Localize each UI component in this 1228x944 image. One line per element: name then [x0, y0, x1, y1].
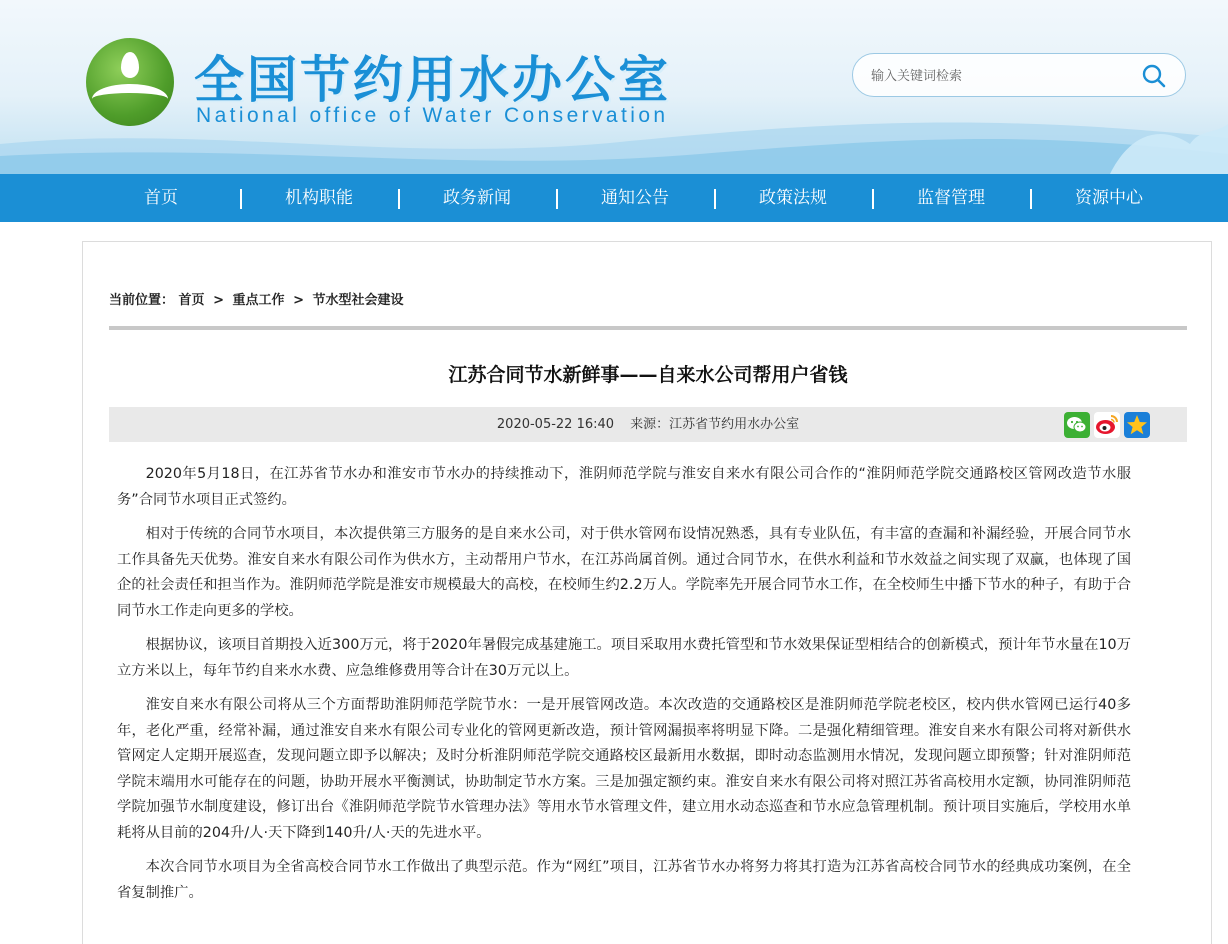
nav-item-home[interactable]: 首页: [144, 188, 178, 208]
nav-item-news[interactable]: 政务新闻: [443, 188, 511, 208]
header-banner: [0, 0, 1228, 174]
search-box: [852, 53, 1186, 97]
qzone-icon[interactable]: [1124, 412, 1150, 438]
nav-item-supervision[interactable]: 监督管理: [917, 188, 985, 208]
nav-item-notices[interactable]: 通知公告: [601, 188, 669, 208]
wechat-icon[interactable]: [1064, 412, 1090, 438]
nav-item-organization[interactable]: 机构职能: [285, 188, 353, 208]
article-paragraph: 2020年5月18日，在江苏省节水办和淮安市节水办的持续推动下，淮阴师范学院与淮安自来水有限公司合作的“淮阴师范学院交通路校区管网改造节水服务”合同节水项目正式签约。: [117, 466, 1131, 508]
article-meta-bar: [109, 407, 1187, 442]
breadcrumb-water-saving-society[interactable]: 节水型社会建设: [312, 293, 404, 308]
article-body: [117, 462, 1131, 915]
article-paragraph: 淮安自来水有限公司将从三个方面帮助淮阴师范学院节水：一是开展管网改造。本次改造的交通路校区是淮阴师范学院老校区，校内供水管网已运行40多年，老化严重，经常补漏，通过淮安自来水有限公司专业化的管网更新改造，预计管网漏损率将明显下降。二是强化精细管理。淮安自来水有限公司将对新供水管网定人定期开展巡查，发现问题立即予以解决；及时分析淮阴师范学院交通路校区最新用水数据，即时动态监测用水情况，发现问题立即预警；针对淮阴师范学院末端用水可能存在的问题，协助开展水平衡测试，协助制定节水方案。三是加强定额约束。淮安自来水有限公司将对照江苏省高校用水定额，协同淮阴师范学院加强节水制度建设，修订出台《淮阴师范学院节水管理办法》等用水节水管理文件，建立用水动态巡查和节水应急管理机制。预计项目实施后，学校用水单耗将从目前的204升/人·天下降到140升/人·天的先进水平。: [117, 697, 1131, 841]
article-paragraph: 本次合同节水项目为全省高校合同节水工作做出了典型示范。作为“网红”项目，江苏省节水办将努力将其打造为江苏省高校合同节水的经典成功案例，在全省复制推广。: [117, 859, 1131, 901]
search-icon[interactable]: [1141, 63, 1167, 89]
article-paragraph: 相对于传统的合同节水项目，本次提供第三方服务的是自来水公司，对于供水管网布设情况熟悉，具有专业队伍，有丰富的查漏和补漏经验，开展合同节水工作具备先天优势。淮安自来水有限公司作为供水方，主动帮用户节水，在江苏尚属首例。通过合同节水，在供水利益和节水效益之间实现了双赢，也体现了国企的社会责任和担当作为。淮阴师范学院是淮安市规模最大的高校，在校师生约2.2万人。学院率先开展合同节水工作，在全校师生中播下节水的种子，有助于合同节水工作走向更多的学校。: [117, 526, 1131, 619]
breadcrumb-label: 当前位置：: [109, 293, 175, 308]
article-source: 来源：江苏省节约用水办公室: [630, 417, 800, 432]
water-drop-icon: [121, 52, 139, 78]
breadcrumb-home[interactable]: 首页: [178, 293, 205, 308]
nav-item-resources[interactable]: 资源中心: [1075, 188, 1143, 208]
nav-item-policy[interactable]: 政策法规: [759, 188, 827, 208]
article-title: 江苏合同节水新鲜事——自来水公司帮用户省钱: [448, 364, 848, 386]
logo-swoosh: [92, 84, 168, 114]
breadcrumb: [109, 289, 404, 308]
weibo-icon[interactable]: [1094, 412, 1120, 438]
article-paragraph: 根据协议，该项目首期投入近300万元，将于2020年暑假完成基建施工。项目采取用水费托管型和节水效果保证型相结合的创新模式，预计年节水量在10万立方米以上，每年节约自来水水费、应急维修费用等合计在30万元以上。: [117, 637, 1131, 679]
article-meta: [109, 407, 1187, 442]
site-subtitle: National office of Water Conservation: [196, 104, 669, 127]
content-panel: [82, 241, 1212, 944]
main-nav: [0, 174, 1228, 222]
article-date: 2020-05-22 16:40: [496, 417, 615, 432]
divider: [109, 326, 1187, 330]
site-title[interactable]: 全国节约用水办公室: [194, 51, 671, 109]
breadcrumb-key-work[interactable]: 重点工作: [232, 293, 285, 308]
search-input[interactable]: [871, 64, 1131, 88]
breadcrumb-separator: >: [293, 293, 304, 308]
breadcrumb-separator: >: [213, 293, 224, 308]
logo-emblem[interactable]: [86, 38, 174, 126]
